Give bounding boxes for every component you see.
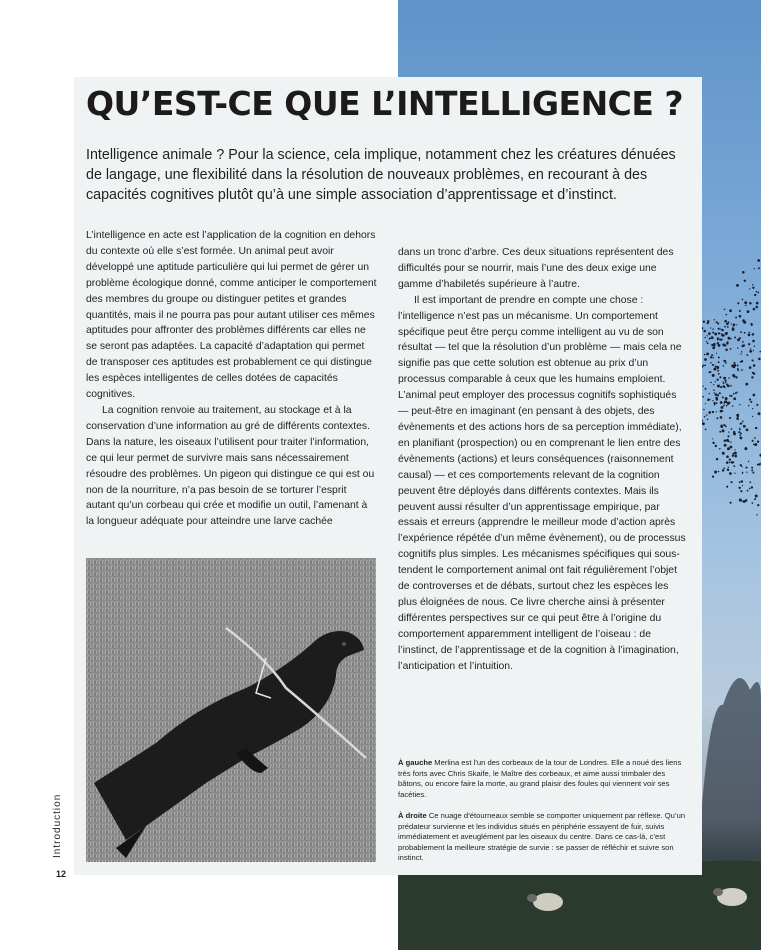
section-label: Introduction (52, 793, 63, 858)
caption-text: Ce nuage d’étourneaux semble se comporter uniquement par réflexe. Qu’un prédateur survienne et les individus situés en périphérie essayent de fuir, suivis immédiatement et aveuglément par les oiseaux du centre. Dans ce cas-là, c’est probablement la meilleure stratégie de survie : se passer de réfléchir et suivre son instinct. (398, 811, 686, 863)
sheep (533, 893, 563, 911)
lead-paragraph: Intelligence animale ? Pour la science, cela implique, notamment chez les créatures dénuées de langage, une flexibilité dans la résolution de nouveaux problèmes, en recourant à des capacités cognitives plutôt qu’à une simple association d’apprentissage et d’instinct. (86, 147, 676, 203)
caption-label: À gauche (398, 758, 433, 767)
caption-left (398, 758, 690, 800)
body-paragraph: dans un tronc d’arbre. Ces deux situations représentent des difficultés pour se nourrir, mais l’une des deux exige une gamme d’habiletés supérieure à l’autre. (398, 247, 674, 290)
body-paragraph: Il est important de prendre en compte une chose : l’intelligence n’est pas un mécanisme. Un comportement spécifique peut être perçu comme intelligent au vu de son résultat — tel que la résolution d’un problème — mais cela ne signifie pas que cette solution est obtenue au prix d’un processus comparable à ceux que les humains emploient. L’animal peut employer des processus cognitifs sophistiqués — peut-être en imaginant (en pensant à des objets, des évènements et des actions hors de sa perception immédiate), en planifiant (prospection) ou en comprenant le lien entre des évènements (actions) et leurs conséquences (raisonnement causal) — et ces comportements relevant de la cognition peuvent être déployés dans différents contextes. Mais ils peuvent aussi résulter d’un apprentissage empirique, par essais et erreurs (apprendre le meilleur mode d’action après l’expérience répétée d’un même évènement), ou de processus cognitifs plus simples. Les mécanismes spécifiques qui sous-tendent le comportement animal ont fait régulièrement l’objet de controverses et de débats, surtout chez les espèces les plus éloignées de nous. Ce livre cherche ainsi à présenter différentes perspectives sur ce qui peut être à l’origine du comportement apparemment intelligent de l’oiseau : de l’instinct, de l’apprentissage et de la cognition à l’imagination, l’anticipation et l’intuition. (398, 294, 686, 672)
body-column-right (398, 245, 688, 674)
caption-text: Merlina est l’un des corbeaux de la tour de Londres. Elle a noué des liens très forts avec Chris Skaife, le Maître des corbeaux, et aime aussi trimbaler des bâtons, ou encore faire la morte, au grand plaisir des foules qui viennent voir ses facéties. (398, 758, 682, 799)
page-number: 12 (56, 869, 67, 879)
body-column-left (86, 228, 378, 530)
tree-silhouette (698, 678, 761, 860)
body-paragraph: L’intelligence en acte est l’application de la cognition en dehors du contexte où elle s’est formée. Un animal peut avoir développé une aptitude particulière qui lui permet de gérer un problème écologique donné, comme anticiper le comportement des membres du groupe ou distinguer petites et grandes quantités, mais il ne pourra pas pour autant utiliser ces mêmes aptitudes pour affronter des problèmes différents car elles ne se seront pas adaptées. La capacité d’adaptation qui permet de transposer ces aptitudes est probablement ce qui distingue les espèces intelligentes de celles dotées de capacités cognitives. (86, 230, 377, 401)
caption-right (398, 811, 690, 864)
body-paragraph: La cognition renvoie au traitement, au stockage et à la conservation d’une information au gré de différents contextes. Dans la nature, les oiseaux l’utilisent pour traiter l’information, ce qui leur permet de survivre mais sans nécessairement résoudre des problèmes. Un pigeon qui distingue ce qui est ou non de la nourriture, n’a pas besoin de se torturer l’esprit autant qu’un corbeau qui crée et modifie un outil, l’amenant à la longueur adéquate pour atteindre une larve cachée (86, 404, 375, 528)
raven-photo (86, 558, 376, 862)
page-title: QU’EST-CE QUE L’INTELLIGENCE ? (86, 84, 684, 123)
caption-label: À droite (398, 811, 427, 820)
